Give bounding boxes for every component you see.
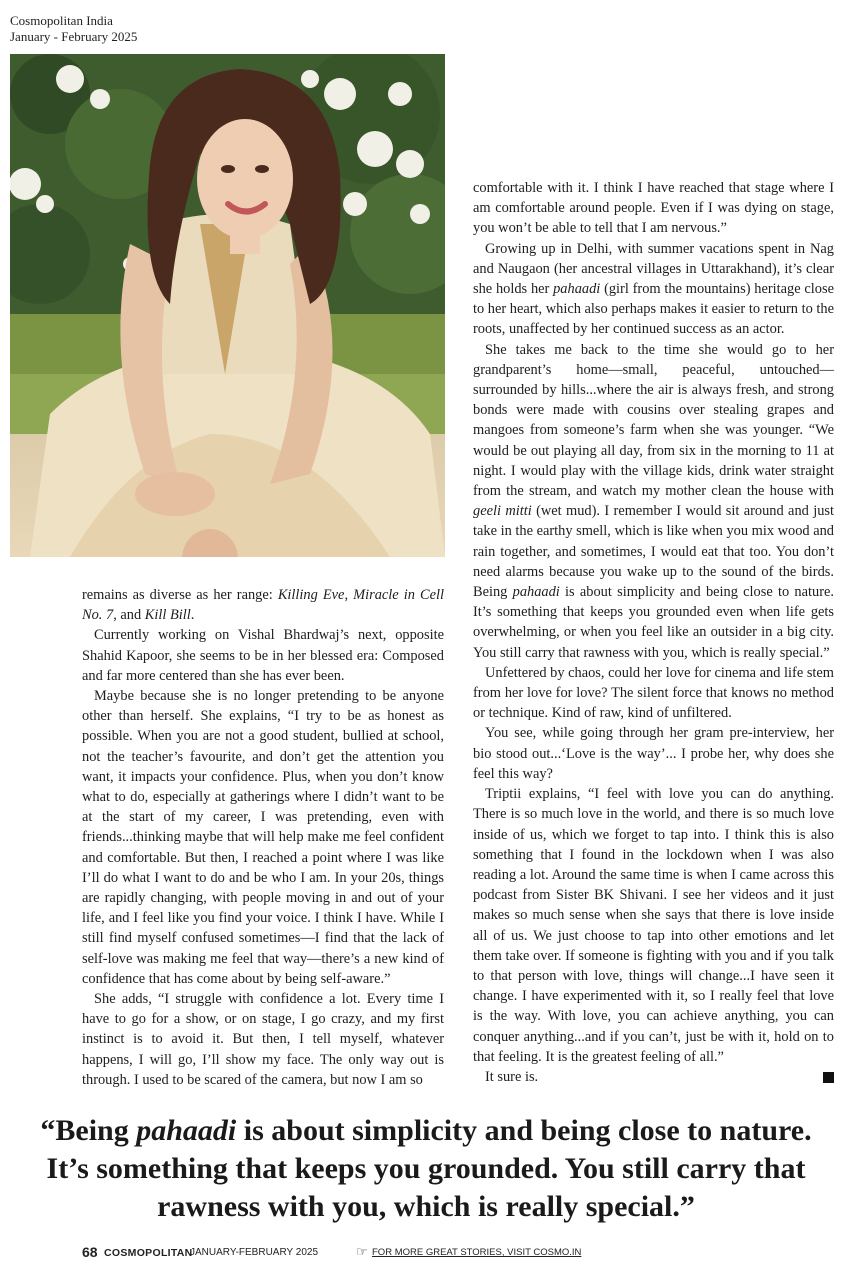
- footer-brand: COSMOPOLITAN: [104, 1247, 193, 1259]
- paragraph: comfortable with it. I think I have reached that stage where I am comfortable around people. Even if I was dying on stage, you won’t be able to tell that I am nervous.”: [473, 180, 834, 237]
- paragraph: Maybe because she is no longer pretending to be anyone other than herself. She explains, “I try to be as honest as possible. When you are not a good student, bullied at school, not the teacher’s favourite, and don’t get the attention you want, it impacts your confidence. Plus, when you don’t know what to do, especially at gatherings where I didn’t want to be at the start of my career, I was pretending, even with friends...thinking maybe that will help make me feel confident and comfortable. But then, I reached a point where I was like I’ll do what I want to do and be who I am. In your 20s, things are rapidly changing, with people moving in and out of your life, and I feel like you find your voice. I think I have. While I still find myself confused sometimes—I find that the lack of self-love was making me feel that way—there’s a new kind of confidence that has come about by being self-aware.”: [82, 688, 444, 987]
- right-column: [473, 178, 834, 1087]
- page-number: 68: [82, 1244, 98, 1260]
- paragraph: Growing up in Delhi, with summer vacations spent in Nag and Naugaon (her ancestral villages in Uttarakhand), it’s clear she holds her pahaadi (girl from the mountains) heritage close to her heart, which also perhaps makes it easier to return to the roots, unaffected by her continued success as an actor.: [473, 240, 834, 338]
- paragraph: She takes me back to the time she would go to her grandparent’s home—small, peaceful, untouched—surrounded by hills...where the air is always fresh, and strong bonds were made with cousins over stealing grapes and mangoes from someone’s farm when she was younger. “We would be out playing all day, from six in the morning to 11 at night. I would play with the village kids, drink water straight from the stream, and watch my mother clean the house with geeli mitti (wet mud). I remember I would sit around and just take in the earthy smell, which is like when you mix wood and rain together, and sometimes, I would eat that too. You don’t need alarms because you wake up to the sound of the birds. Being pahaadi is about simplicity and being close to nature. It’s something that keeps you grounded even when life gets overwhelming, or when you feel like an outsider in a big city. You still carry that rawness with you, which is really special.”: [473, 341, 834, 661]
- publication-name: Cosmopolitan India: [10, 13, 113, 28]
- paragraph: Unfettered by chaos, could her love for cinema and life stem from her love for love? The silent force that knows no method or technique. Kind of raw, kind of unfiltered.: [473, 664, 834, 722]
- footer-issue: JANUARY-FEBRUARY 2025: [190, 1247, 319, 1258]
- portrait-photo-icon: [10, 54, 445, 557]
- pull-quote: “Being pahaadi is about simplicity and being close to nature. It’s something that keeps you grounded. You still carry that rawness with you, which is really special.”: [40, 1114, 812, 1223]
- paragraph: Currently working on Vishal Bhardwaj’s next, opposite Shahid Kapoor, she seems to be in her blessed era: Composed and far more centered than she has ever been.: [82, 627, 444, 684]
- paragraph: Triptii explains, “I feel with love you can do anything. There is so much love in the world, and there is so much love inside of us, which we forget to tap into. I think this is also something that I found in the lockdown when I was also reading a lot. Around the same time is when I came across this podcast from Sister BK Shivani. I see her videos and it just makes so much sense when she says that there is love inside all of us. We just choose to tap into other emotions and let them take over. If someone is fighting with you and if you talk to that person with love, things will change...I have seen it change. I have experimented with it, so I really feel that love is the way. With love, you can achieve anything, you can conquer anything...and if you can’t, just be with it, hold on to that feeling. It is the greatest feeling of all.”: [473, 786, 834, 1065]
- paragraph: It sure is.: [473, 1067, 834, 1087]
- issue-date: January - February 2025: [10, 29, 138, 44]
- footer-link[interactable]: FOR MORE GREAT STORIES, VISIT COSMO.IN: [372, 1247, 582, 1258]
- end-mark-icon: [823, 1072, 834, 1083]
- portrait-photo: [10, 54, 445, 557]
- pointing-hand-icon: ☞: [356, 1244, 368, 1259]
- paragraph: remains as diverse as her range: Killing Eve, Miracle in Cell No. 7, and Kill Bill.: [82, 587, 444, 624]
- masthead: [10, 13, 137, 45]
- page-footer: [0, 1244, 852, 1264]
- paragraph: She adds, “I struggle with confidence a lot. Every time I have to go for a show, or on stage, I go crazy, and my first instinct is to avoid it. But then, I tell myself, whatever happens, I will go, I’ll show my face. The only way out is through. I used to be scared of the camera, but now I am so: [82, 991, 444, 1088]
- left-column: [82, 585, 444, 1090]
- paragraph: You see, while going through her gram pre-interview, her bio stood out...‘Love is the way’... I probe her, why does she feel this way?: [473, 725, 834, 782]
